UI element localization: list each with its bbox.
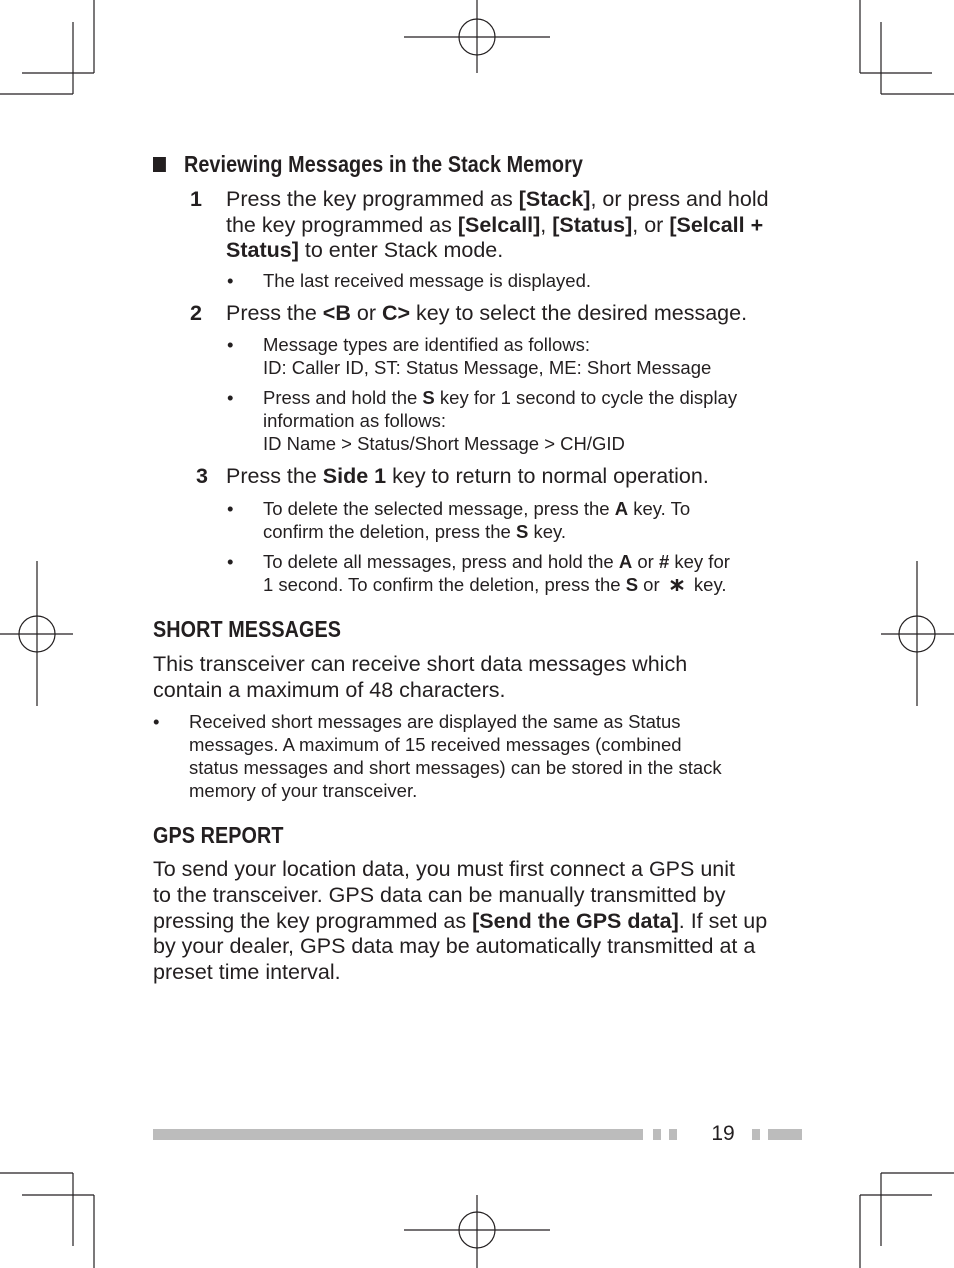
- step-number: 1: [190, 187, 202, 211]
- bullet-dot: •: [227, 551, 234, 572]
- text-run: by your dealer, GPS data may be automatically transmitted at a: [153, 934, 756, 959]
- section-heading-text: Reviewing Messages in the Stack Memory: [183, 151, 583, 177]
- text-run: key to return to normal operation.: [386, 464, 709, 488]
- text-run: Message types are identified as follows:: [263, 334, 591, 355]
- footer-bar-long: [153, 1129, 643, 1140]
- step-number: 3: [196, 464, 208, 488]
- text-run: preset time interval.: [153, 960, 341, 985]
- bold-key-name: S: [515, 521, 529, 542]
- text-run: the key programmed as: [226, 212, 458, 237]
- bold-key-name: C>: [381, 301, 411, 325]
- text-run: information as follows:: [263, 410, 447, 431]
- text-run: key for: [669, 551, 730, 572]
- text-run: 1 second. To confirm the deletion, press the: [263, 574, 626, 595]
- bold-key-name: S: [422, 387, 435, 408]
- bold-key-name: A: [618, 551, 633, 572]
- text-run: messages. A maximum of 15 received messages (combined: [189, 734, 682, 755]
- bullet-dot: •: [153, 711, 160, 732]
- text-run: Press and hold the: [263, 387, 423, 408]
- section-heading-text: GPS REPORT: [153, 822, 284, 848]
- text-run: ,: [540, 212, 553, 237]
- text-run: to the transceiver. GPS data can be manually transmitted by: [153, 882, 726, 907]
- text-run: pressing the key programmed as: [153, 908, 473, 933]
- bold-key-name: S: [625, 574, 639, 595]
- text-run: To delete all messages, press and hold the: [263, 551, 619, 572]
- text-run: , or: [632, 212, 670, 237]
- paragraph-line: contain a maximum of 48 characters.: [153, 677, 506, 702]
- footer-bar-dot: [653, 1129, 661, 1140]
- text-run: key to select the desired message.: [410, 301, 748, 325]
- text-run: To send your location data, you must first connect a GPS unit: [153, 857, 736, 881]
- bold-key-name: <B: [322, 301, 351, 325]
- footer-bar-short: [768, 1129, 802, 1140]
- text-run: key for 1 second to cycle the display: [434, 387, 738, 408]
- text-run: Press the key programmed as: [226, 187, 519, 211]
- bold-key-name: [Status]: [552, 212, 633, 237]
- text-run: Press the: [226, 301, 323, 325]
- text-run: key. To: [628, 498, 691, 519]
- text-run: key.: [688, 574, 727, 595]
- footer-bar-dot: [669, 1129, 677, 1140]
- bold-key-name: [Selcall +: [669, 212, 764, 237]
- bold-key-name: Side 1: [322, 464, 387, 488]
- text-run: Received short messages are displayed the same as Status: [189, 711, 681, 732]
- text-run: or: [638, 574, 665, 595]
- text-run: , or press and hold: [590, 187, 769, 211]
- footer-bar-dot: [752, 1129, 760, 1140]
- text-run: or: [350, 301, 382, 325]
- bold-key-name: [Send the GPS data]: [472, 908, 679, 933]
- text-run: key.: [528, 521, 567, 542]
- bullet-dot: •: [227, 270, 234, 291]
- text-run: ID: Caller ID, ST: Status Message, ME: Short Message: [263, 357, 712, 378]
- bullet-dot: •: [227, 334, 234, 355]
- page-number: 19: [711, 1122, 735, 1145]
- bold-key-name: A: [614, 498, 629, 519]
- bullet-dot: •: [227, 498, 234, 519]
- bold-key-name: [Selcall]: [457, 212, 541, 237]
- bold-key-name: #: [658, 551, 670, 572]
- section-heading-text: SHORT MESSAGES: [153, 616, 342, 642]
- text-run: To delete the selected message, press the: [263, 498, 615, 519]
- text-run: Press the: [226, 464, 323, 488]
- text-run: . If set up: [678, 908, 768, 933]
- text-run: ID Name > Status/Short Message > CH/GID: [263, 433, 625, 454]
- text-run: The last received message is displayed.: [263, 270, 592, 291]
- text-run: status messages and short messages) can be stored in the stack: [189, 757, 722, 778]
- text-run: or: [632, 551, 659, 572]
- text-run: memory of your transceiver.: [189, 780, 418, 801]
- text-run: to enter Stack mode.: [298, 238, 504, 262]
- paragraph-line: This transceiver can receive short data messages which: [153, 652, 688, 676]
- text-run: confirm the deletion, press the: [263, 521, 516, 542]
- bold-key-name: [Stack]: [518, 187, 591, 211]
- bold-key-name: Status]: [226, 238, 299, 262]
- bullet-dot: •: [227, 387, 234, 408]
- step-number: 2: [190, 301, 202, 325]
